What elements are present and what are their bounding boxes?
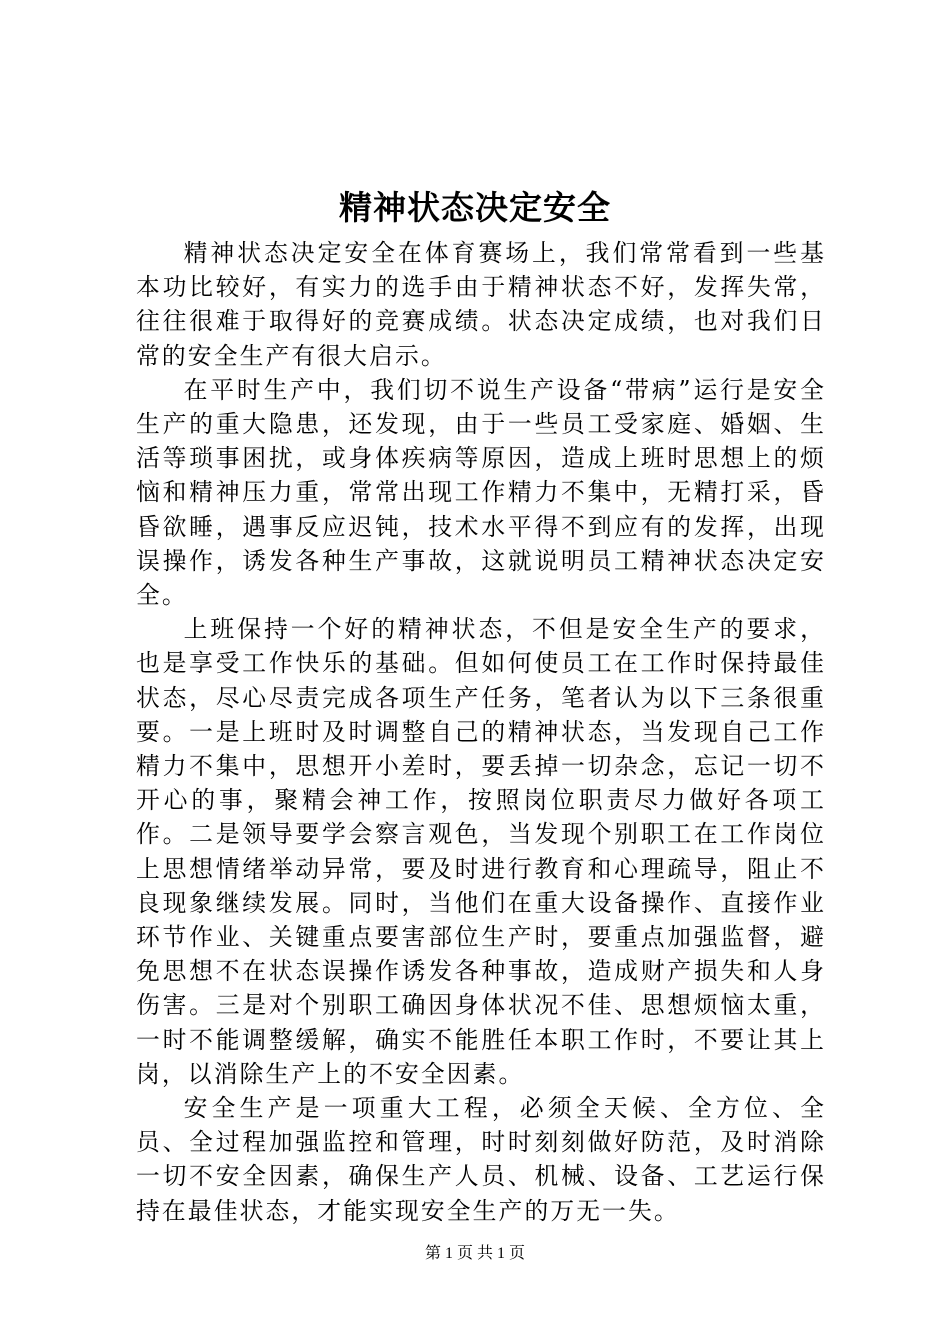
document-body <box>136 236 826 1228</box>
paragraph-2: 在平时生产中，我们切不说生产设备“带病”运行是安全生产的重大隐患，还发现，由于一些员工受家庭、婚姻、生活等琐事困扰，或身体疾病等原因，造成上班时思想上的烦恼和精神压力重，常常出现工作精力不集中，无精打采，昏昏欲睡，遇事反应迟钝，技术水平得不到应有的发挥，出现误操作，诱发各种生产事故，这就说明员工精神状态决定安全。 <box>136 375 826 610</box>
page-footer: 第 1 页 共 1 页 <box>424 1245 525 1262</box>
paragraph-4: 安全生产是一项重大工程，必须全天候、全方位、全员、全过程加强监控和管理，时时刻刻做好防范，及时消除一切不安全因素，确保生产人员、机械、设备、工艺运行保持在最佳状态，才能实现安全生产的万无一失。 <box>136 1094 826 1225</box>
paragraph-3: 上班保持一个好的精神状态，不但是安全生产的要求，也是享受工作快乐的基础。但如何使员工在工作时保持最佳状态，尽心尽责完成各项生产任务，笔者认为以下三条很重要。一是上班时及时调整自己的精神状态，当发现自己工作精力不集中，思想开小差时，要丢掉一切杂念，忘记一切不开心的事，聚精会神工作，按照岗位职责尽力做好各项工作。二是领导要学会察言观色，当发现个别职工在工作岗位上思想情绪举动异常，要及时进行教育和心理疏导，阻止不良现象继续发展。同时，当他们在重大设备操作、直接作业环节作业、关键重点要害部位生产时，要重点加强监督，避免思想不在状态误操作诱发各种事故，造成财产损失和人身伤害。三是对个别职工确因身体状况不佳、思想烦恼太重，一时不能调整缓解，确实不能胜任本职工作时，不要让其上岗，以消除生产上的不安全因素。 <box>136 615 826 1088</box>
paragraph-1: 精神状态决定安全在体育赛场上，我们常常看到一些基本功比较好，有实力的选手由于精神状态不好，发挥失常，往往很难于取得好的竞赛成绩。状态决定成绩，也对我们日常的安全生产有很大启示。 <box>136 239 826 370</box>
document-title: 精神状态决定安全 <box>339 188 611 227</box>
